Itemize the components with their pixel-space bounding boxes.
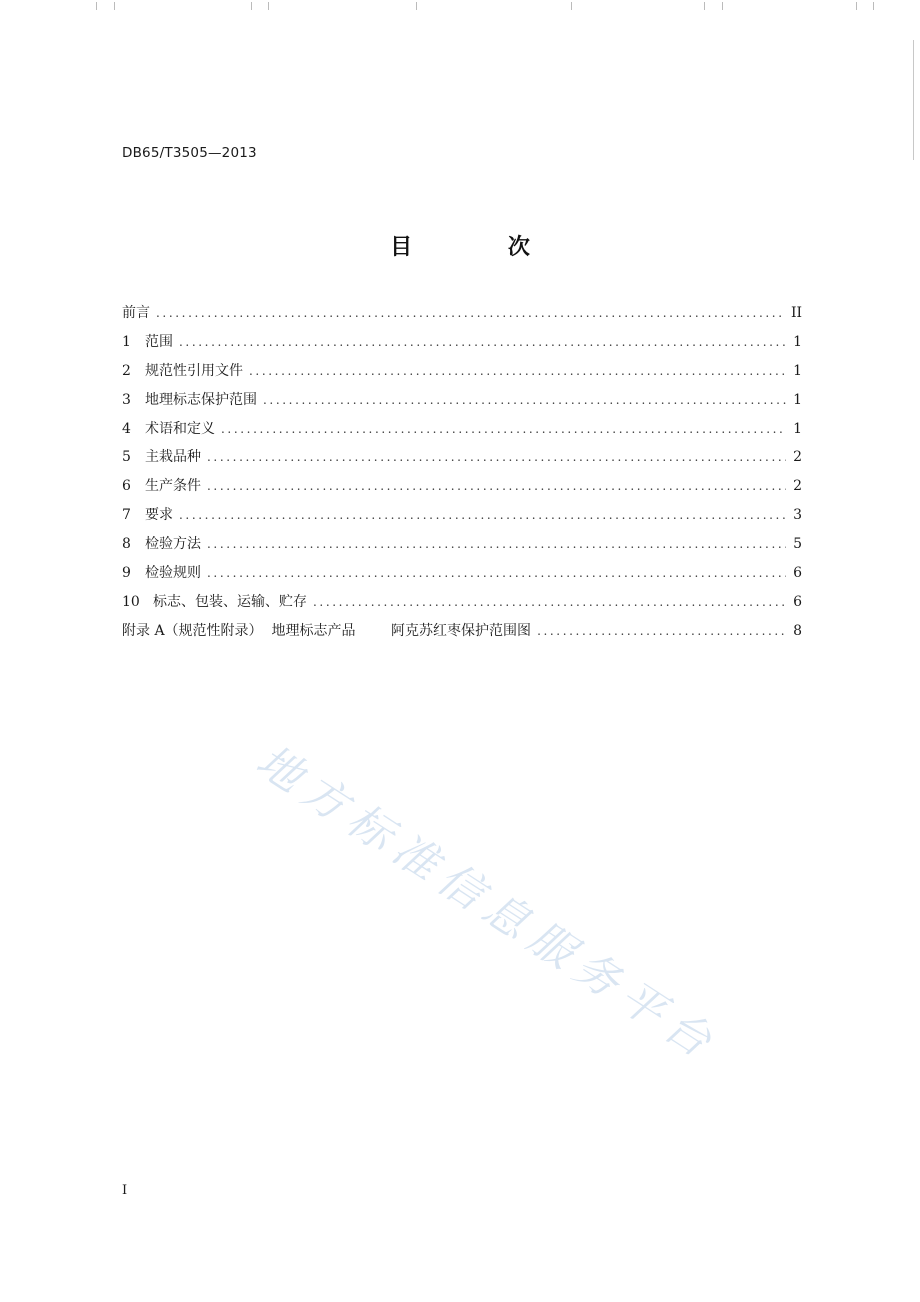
toc-entry[interactable] [122, 360, 802, 389]
toc-entry[interactable] [122, 331, 802, 360]
toc-entry-page: 2 [793, 478, 802, 495]
toc-entry-number: 5 [122, 449, 131, 466]
toc-entry-number: 1 [122, 333, 131, 350]
toc-dot-leader [207, 566, 786, 580]
toc-entry-label: 检验规则 [145, 565, 201, 582]
scan-tick [856, 2, 857, 10]
toc-dot-leader [207, 479, 786, 493]
page-number: I [122, 1183, 128, 1198]
toc-entry-number: 6 [122, 478, 131, 495]
scan-tick [873, 2, 874, 10]
toc-entry-label: 地理标志保护范围 [145, 391, 257, 408]
toc-dot-leader [221, 422, 786, 436]
toc-entry-label: 术语和定义 [145, 420, 215, 437]
toc-dot-leader [537, 624, 786, 638]
toc-entry-number: 9 [122, 565, 131, 582]
toc-entry-page: 1 [793, 362, 802, 379]
toc-dot-leader [207, 537, 786, 551]
scan-tick [268, 2, 269, 10]
scan-tick [416, 2, 417, 10]
scan-tick [571, 2, 572, 10]
toc-entry-number: 10 [122, 593, 140, 610]
document-code: DB65/T3505—2013 [122, 145, 257, 161]
toc-entry-page: 1 [793, 391, 802, 408]
scan-tick [114, 2, 115, 10]
scan-tick [96, 2, 97, 10]
toc-entry-page: 2 [793, 449, 802, 466]
toc-entry-page: 6 [793, 593, 802, 610]
scan-tick [722, 2, 723, 10]
toc-entry-label: 附录 A（规范性附录） 地理标志产品 阿克苏红枣保护范围图 [122, 622, 532, 639]
toc-entry[interactable] [122, 418, 802, 447]
toc-entry-label: 前言 [122, 305, 150, 321]
toc-entry[interactable] [122, 591, 802, 620]
toc-dot-leader [207, 450, 786, 464]
toc-dot-leader [156, 306, 785, 320]
toc-entry[interactable] [122, 562, 802, 591]
toc-entry-label: 规范性引用文件 [145, 362, 243, 379]
toc-entry-label: 范围 [145, 333, 173, 350]
toc-entry[interactable] [122, 446, 802, 475]
toc-entry[interactable] [122, 620, 802, 649]
toc-entry-number: 3 [122, 391, 131, 408]
toc-entry-number: 2 [122, 362, 131, 379]
toc-entry-page: 8 [793, 622, 802, 639]
toc-dot-leader [249, 364, 786, 378]
toc-entry-page: II [790, 305, 802, 321]
table-of-contents [122, 302, 802, 649]
toc-entry-page: 3 [793, 507, 802, 524]
toc-entry[interactable] [122, 475, 802, 504]
toc-entry[interactable] [122, 533, 802, 562]
toc-entry[interactable] [122, 504, 802, 533]
toc-entry-number: 4 [122, 420, 131, 437]
toc-entry-page: 5 [793, 536, 802, 553]
toc-entry-page: 1 [793, 420, 802, 437]
toc-dot-leader [313, 595, 786, 609]
toc-title: 目 次 [390, 235, 574, 260]
toc-dot-leader [179, 508, 786, 522]
toc-entry[interactable] [122, 389, 802, 418]
watermark-text: 地方标准信息服务平台 [247, 735, 728, 1073]
scan-edge-line [913, 40, 914, 160]
toc-entry-label: 要求 [145, 507, 173, 524]
toc-entry-label: 标志、包装、运输、贮存 [153, 593, 307, 610]
toc-entry-label: 主栽品种 [145, 449, 201, 466]
toc-entry-page: 1 [793, 333, 802, 350]
scan-edge-marks [0, 0, 920, 14]
toc-dot-leader [179, 335, 786, 349]
toc-entry[interactable] [122, 302, 802, 331]
toc-entry-label: 检验方法 [145, 536, 201, 553]
toc-entry-number: 8 [122, 536, 131, 553]
toc-entry-page: 6 [793, 565, 802, 582]
toc-dot-leader [263, 393, 786, 407]
toc-entry-label: 生产条件 [145, 478, 201, 495]
toc-entry-number: 7 [122, 507, 131, 524]
scan-tick [251, 2, 252, 10]
scan-tick [704, 2, 705, 10]
